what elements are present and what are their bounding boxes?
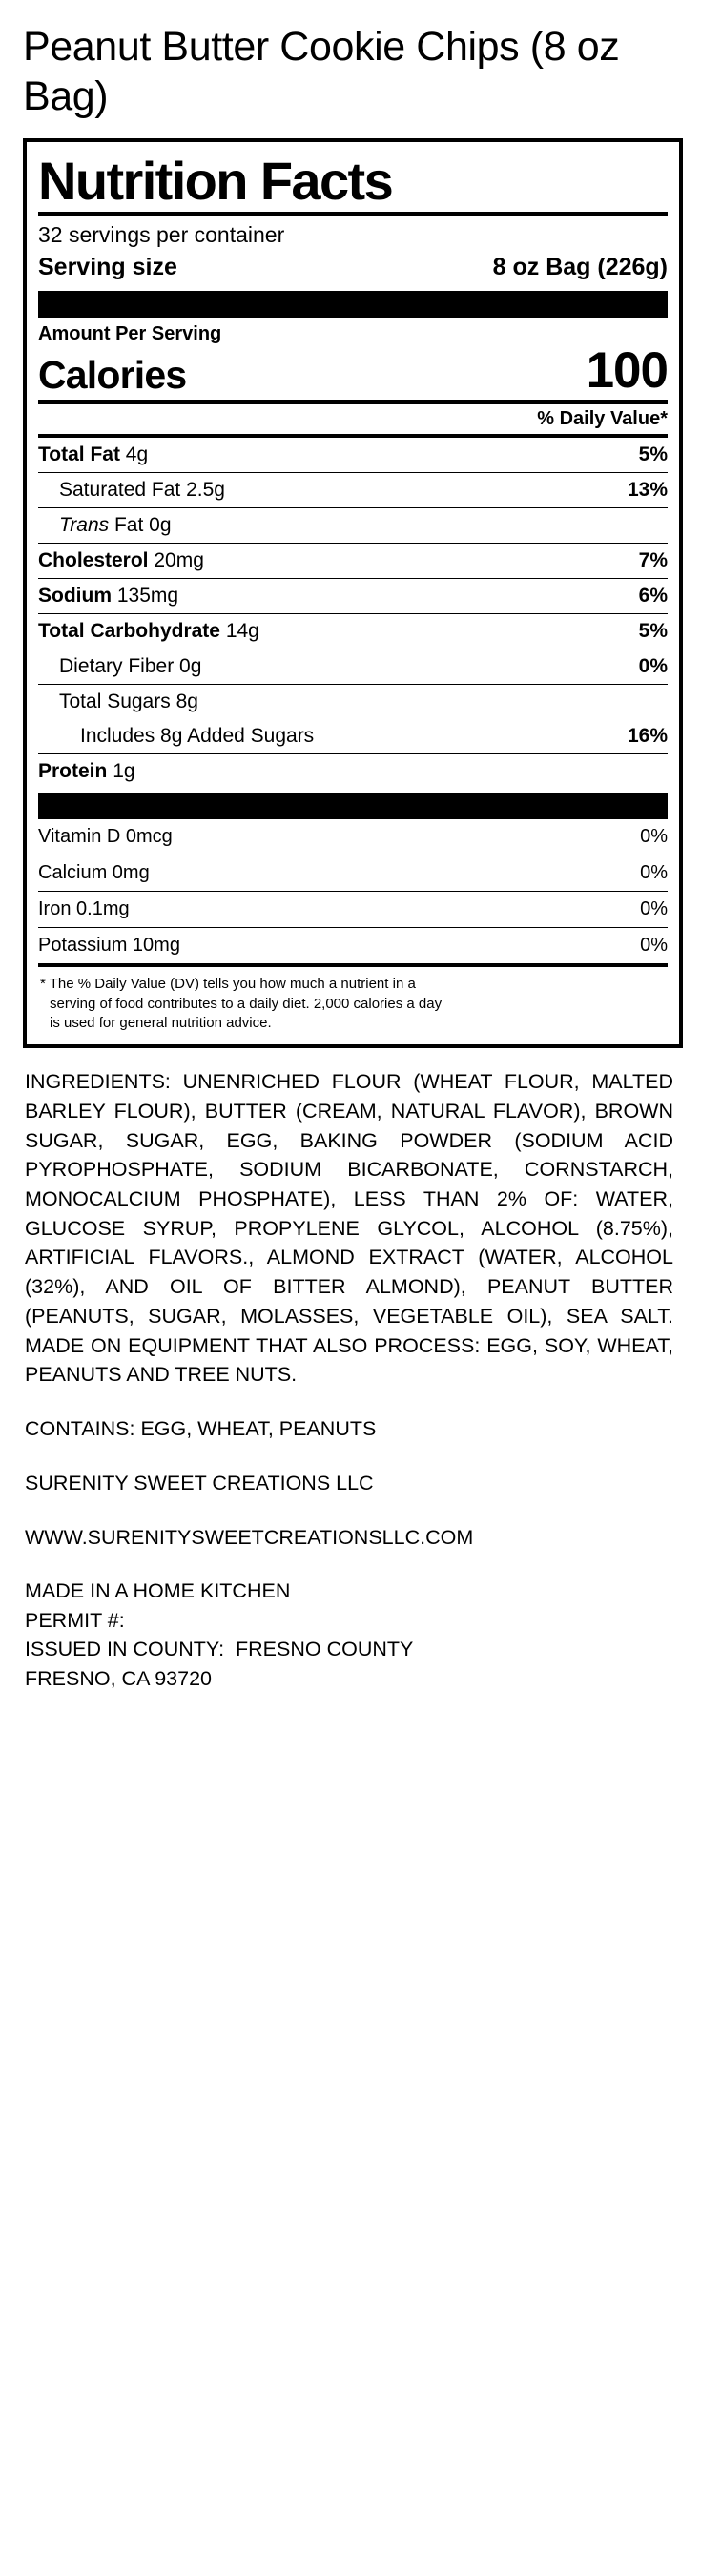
vitamin-row [38, 891, 668, 927]
daily-value-header: % Daily Value* [537, 408, 668, 430]
nutrient-dv: 5% [638, 443, 668, 466]
vitamin-row [38, 819, 668, 855]
serving-size-row [38, 252, 668, 287]
city-state-zip: FRESNO, CA 93720 [25, 1666, 212, 1690]
vitamin-name: Calcium 0mg [38, 862, 150, 884]
serving-size-value: 8 oz Bag (226g) [492, 254, 668, 281]
nutrient-row [38, 613, 668, 649]
vitamin-name: Iron 0.1mg [38, 898, 130, 920]
nutrient-amount: Fat 0g [113, 514, 172, 537]
nutrient-row [38, 753, 668, 789]
issued-in-county: ISSUED IN COUNTY: FRESNO COUNTY [25, 1638, 414, 1661]
footnote-line-3: is used for general nutrition advice. [50, 1014, 272, 1031]
nutrient-amount: 8g [175, 690, 198, 713]
nutrient-name: Includes 8g Added Sugars [80, 725, 315, 748]
website-url: WWW.SURENITYSWEETCREATIONSLLC.COM [25, 1525, 474, 1549]
vitamin-row [38, 855, 668, 891]
footnote-line-1: * The % Daily Value (DV) tells you how much a nutrient in a [40, 976, 416, 993]
divider-thick-band-2 [38, 793, 668, 819]
nutrient-name: Trans [59, 514, 110, 537]
vitamin-dv: 0% [640, 826, 668, 848]
vitamin-dv: 0% [640, 862, 668, 884]
nutrient-row [38, 578, 668, 613]
nutrition-facts-title: Nutrition Facts [38, 151, 393, 212]
nutrient-amount: 135mg [116, 585, 179, 608]
amount-per-serving-label: Amount Per Serving [38, 323, 222, 345]
vitamin-rows [38, 819, 668, 963]
nutrient-amount: 0g [179, 655, 202, 678]
vitamin-name: Potassium 10mg [38, 935, 180, 957]
nutrient-amount: 20mg [154, 549, 204, 572]
nutrient-name: Cholesterol [38, 549, 149, 572]
calories-value: 100 [586, 342, 668, 400]
nutrient-name: Saturated Fat [59, 479, 181, 502]
nutrient-dv: 7% [638, 549, 668, 572]
vitamin-dv: 0% [640, 898, 668, 920]
nutrient-name: Sodium [38, 585, 112, 608]
nutrient-dv: 13% [627, 479, 668, 502]
company-name: SURENITY SWEET CREATIONS LLC [25, 1471, 374, 1494]
nutrient-dv: 6% [638, 585, 668, 608]
calories-row [38, 342, 668, 400]
label-body-text [25, 1067, 673, 1693]
nutrient-dv: 5% [638, 620, 668, 643]
nutrient-name: Total Fat [38, 443, 120, 466]
nutrient-rows [38, 434, 668, 789]
permit-number: PERMIT #: [25, 1608, 125, 1632]
nutrient-name: Protein [38, 760, 108, 783]
nutrient-amount: 1g [113, 760, 135, 783]
nutrient-row [38, 507, 668, 543]
daily-value-footnote [38, 963, 668, 1035]
nutrient-row [38, 684, 668, 719]
nutrient-amount: 2.5g [186, 479, 225, 502]
nutrient-amount: 4g [125, 443, 149, 466]
cottage-food-block [25, 1577, 673, 1693]
vitamin-row [38, 927, 668, 963]
contains-statement: CONTAINS: EGG, WHEAT, PEANUTS [25, 1417, 377, 1441]
servings-per-container: 32 servings per container [38, 222, 285, 248]
calories-label: Calories [38, 353, 187, 398]
serving-size-label: Serving size [38, 254, 177, 281]
nutrient-name: Total Sugars [59, 690, 171, 713]
nutrient-dv: 16% [627, 725, 668, 748]
made-in-home-kitchen: MADE IN A HOME KITCHEN [25, 1579, 291, 1603]
divider-thick-band [38, 291, 668, 318]
nutrient-row [38, 472, 668, 507]
vitamin-name: Vitamin D 0mcg [38, 826, 173, 848]
nutrient-amount: 14g [225, 620, 259, 643]
nutrient-row [38, 649, 668, 684]
ingredients-statement: INGREDIENTS: UNENRICHED FLOUR (WHEAT FLOUR, MALTED BARLEY FLOUR), BUTTER (CREAM, NATURAL FLAVOR), BROWN SUGAR, SUGAR, EGG, BAKING POWDER (SODIUM ACID PYROPHOSPHATE, SODIUM BICARBONATE, CORNSTARCH, MONOCALCIUM PHOSPHATE), LESS THAN 2% OF: WATER, GLUCOSE SYRUP, PROPYLENE GLYCOL, ALCOHOL (8.75%), ARTIFICIAL FLAVORS., ALMOND EXTRACT (WATER, ALCOHOL (32%), AND OIL OF BITTER ALMOND), PEANUT BUTTER (PEANUTS, SUGAR, MOLASSES, VEGETABLE OIL), SEA SALT. MADE ON EQUIPMENT THAT ALSO PROCESS: EGG, SOY, WHEAT, PEANUTS AND TREE NUTS. [25, 1070, 673, 1387]
nutrition-facts-panel [23, 138, 683, 1048]
nutrient-row [38, 543, 668, 578]
vitamin-dv: 0% [640, 935, 668, 957]
nutrient-row [38, 719, 668, 753]
footnote-line-2: serving of food contributes to a daily diet. 2,000 calories a day [50, 995, 443, 1012]
nutrient-row [38, 434, 668, 472]
nutrient-dv: 0% [638, 655, 668, 678]
nutrient-name: Dietary Fiber [59, 655, 175, 678]
page-title: Peanut Butter Cookie Chips (8 oz Bag) [23, 24, 620, 119]
nutrient-name: Total Carbohydrate [38, 620, 220, 643]
